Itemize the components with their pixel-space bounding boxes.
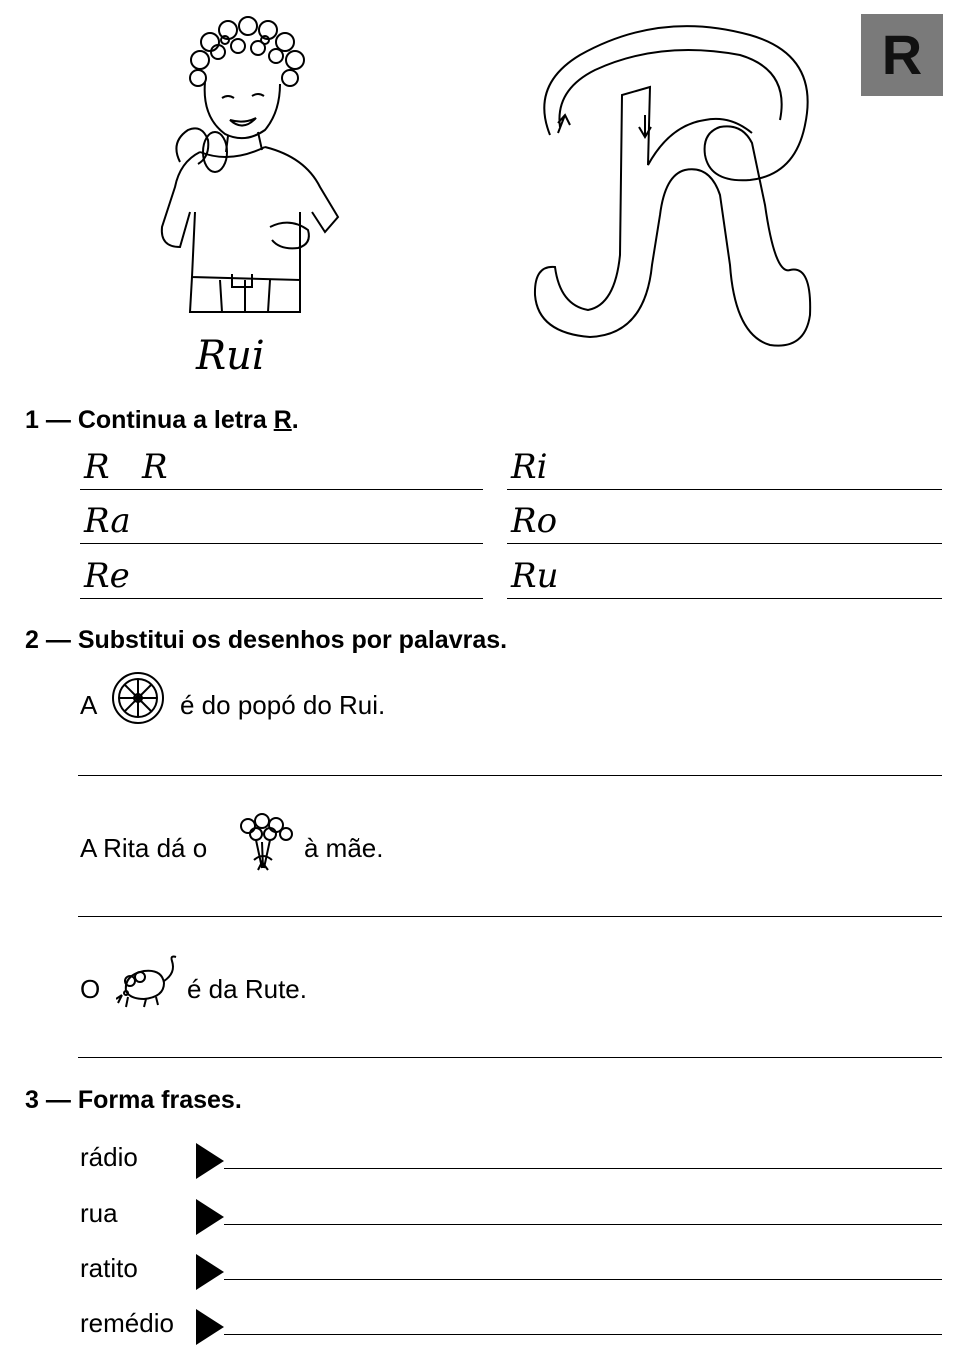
exercise3-title: Forma frases.: [77, 1086, 242, 1114]
wheel-icon: [110, 670, 166, 726]
sentence-3-before: O: [80, 974, 101, 1004]
illustration-caption: Rui: [196, 333, 265, 379]
arrow-right-icon: [196, 1143, 224, 1179]
exercise2-heading: [25, 626, 507, 655]
sentence-3-after: é da Rute.: [187, 974, 307, 1004]
copy-line-text: Ru: [511, 556, 559, 596]
word-remedio: remédio: [80, 1308, 174, 1338]
copy-line-text: Ri: [511, 447, 548, 487]
copy-line-text: Re: [84, 556, 130, 596]
writing-line: [80, 598, 483, 599]
writing-line: [507, 598, 942, 599]
copy-line-text: Ra: [84, 501, 131, 541]
writing-line: [80, 489, 483, 490]
letter-badge: [861, 14, 943, 96]
word-radio: rádio: [80, 1142, 138, 1172]
sentence-line-2[interactable]: [224, 1224, 942, 1225]
sentence-line-4[interactable]: [224, 1334, 942, 1335]
child-illustration: [140, 12, 350, 322]
writing-line: [507, 489, 942, 490]
exercise3-number: 3 —: [25, 1086, 71, 1114]
exercise2-number: 2 —: [25, 626, 71, 654]
answer-line-3[interactable]: [78, 1057, 942, 1058]
sentence-2-after: à mãe.: [304, 833, 384, 863]
exercise2-title: Substitui os desenhos por palavras.: [77, 626, 508, 654]
tracing-letter-r: [520, 15, 850, 355]
sentence-line-3[interactable]: [224, 1279, 942, 1280]
exercise3-heading: [25, 1086, 242, 1115]
arrow-right-icon: [196, 1309, 224, 1345]
exercise1-number: 1 —: [25, 406, 71, 434]
copy-line-right-1[interactable]: [507, 440, 942, 490]
copy-line-right-2[interactable]: [507, 494, 942, 544]
word-rua: rua: [80, 1198, 118, 1228]
hair-curls: [190, 17, 304, 86]
answer-line-2[interactable]: [78, 916, 942, 917]
copy-line-text: Ro: [511, 501, 558, 541]
copy-line-right-3[interactable]: [507, 549, 942, 599]
exercise1-title-letter: R: [273, 406, 292, 434]
arrow-right-icon: [196, 1254, 224, 1290]
badge-letter: R: [881, 23, 923, 86]
sentence-2-before: A Rita dá o: [80, 833, 208, 863]
copy-line-left-3[interactable]: [80, 549, 483, 599]
exercise1-heading: [25, 406, 299, 435]
writing-line: [507, 543, 942, 544]
copy-line-left-1[interactable]: [80, 440, 483, 490]
copy-line-left-2[interactable]: [80, 494, 483, 544]
arrow-right-icon: [196, 1199, 224, 1235]
exercise1-title: Continua a letra: [77, 406, 274, 434]
bouquet-icon: [232, 812, 296, 874]
copy-line-text: R R: [84, 447, 168, 487]
sentence-1-after: é do popó do Rui.: [180, 690, 386, 720]
word-ratito: ratito: [80, 1253, 138, 1283]
sentence-line-1[interactable]: [224, 1168, 942, 1169]
exercise1-title-end: .: [291, 406, 299, 434]
writing-line: [80, 543, 483, 544]
sentence-1-before: A: [80, 690, 98, 720]
mouse-icon: [116, 953, 182, 1013]
answer-line-1[interactable]: [78, 775, 942, 776]
